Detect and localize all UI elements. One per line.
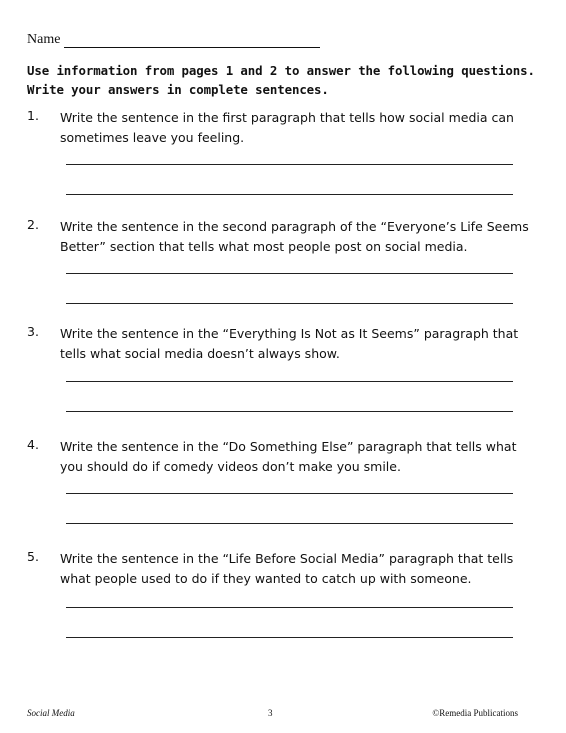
question-number: 4. [27, 437, 39, 452]
answer-line-1[interactable] [66, 273, 513, 274]
question-text-line-2: you should do if comedy videos don’t make you smile. [60, 459, 401, 474]
answer-line-2[interactable] [66, 303, 513, 304]
question-number: 3. [27, 324, 39, 339]
instructions [27, 61, 537, 99]
question-text [60, 217, 530, 257]
answer-line-2[interactable] [66, 411, 513, 412]
question-text-line-2: what people used to do if they wanted to catch up with someone. [60, 571, 472, 586]
question-text-line-1: Write the sentence in the “Life Before Social Media” paragraph that tells [60, 551, 514, 566]
footer-copyright: ©Remedia Publications [432, 708, 518, 718]
question-text-line-2: sometimes leave you feeling. [60, 130, 245, 145]
answer-line-1[interactable] [66, 493, 513, 494]
answer-line-1[interactable] [66, 381, 513, 382]
question-text-line-1: Write the sentence in the “Do Something Else” paragraph that tells what [60, 439, 517, 454]
question-text-line-1: Write the sentence in the first paragraph that tells how social media can [60, 110, 514, 125]
question-text [60, 549, 530, 589]
question-text [60, 108, 530, 148]
instructions-line-2: Write your answers in complete sentences. [27, 82, 329, 97]
question-text-line-1: Write the sentence in the second paragraph of the “Everyone’s Life Seems [60, 219, 529, 234]
answer-line-2[interactable] [66, 194, 513, 195]
question-number: 2. [27, 217, 39, 232]
instructions-line-1: Use information from pages 1 and 2 to answer the following questions. [27, 63, 535, 78]
answer-line-2[interactable] [66, 523, 513, 524]
name-row [27, 32, 320, 48]
question-text-line-1: Write the sentence in the “Everything Is Not as It Seems” paragraph that [60, 326, 519, 341]
answer-line-1[interactable] [66, 164, 513, 165]
question-text [60, 324, 530, 364]
name-field[interactable] [64, 35, 320, 48]
page-number: 3 [268, 708, 273, 718]
question-number: 5. [27, 549, 39, 564]
name-label: Name [27, 32, 61, 47]
question-number: 1. [27, 108, 39, 123]
answer-line-2[interactable] [66, 637, 513, 638]
question-text [60, 437, 530, 477]
question-text-line-2: Better” section that tells what most people post on social media. [60, 239, 468, 254]
footer-title: Social Media [27, 708, 75, 718]
answer-line-1[interactable] [66, 607, 513, 608]
question-text-line-2: tells what social media doesn’t always show. [60, 346, 340, 361]
